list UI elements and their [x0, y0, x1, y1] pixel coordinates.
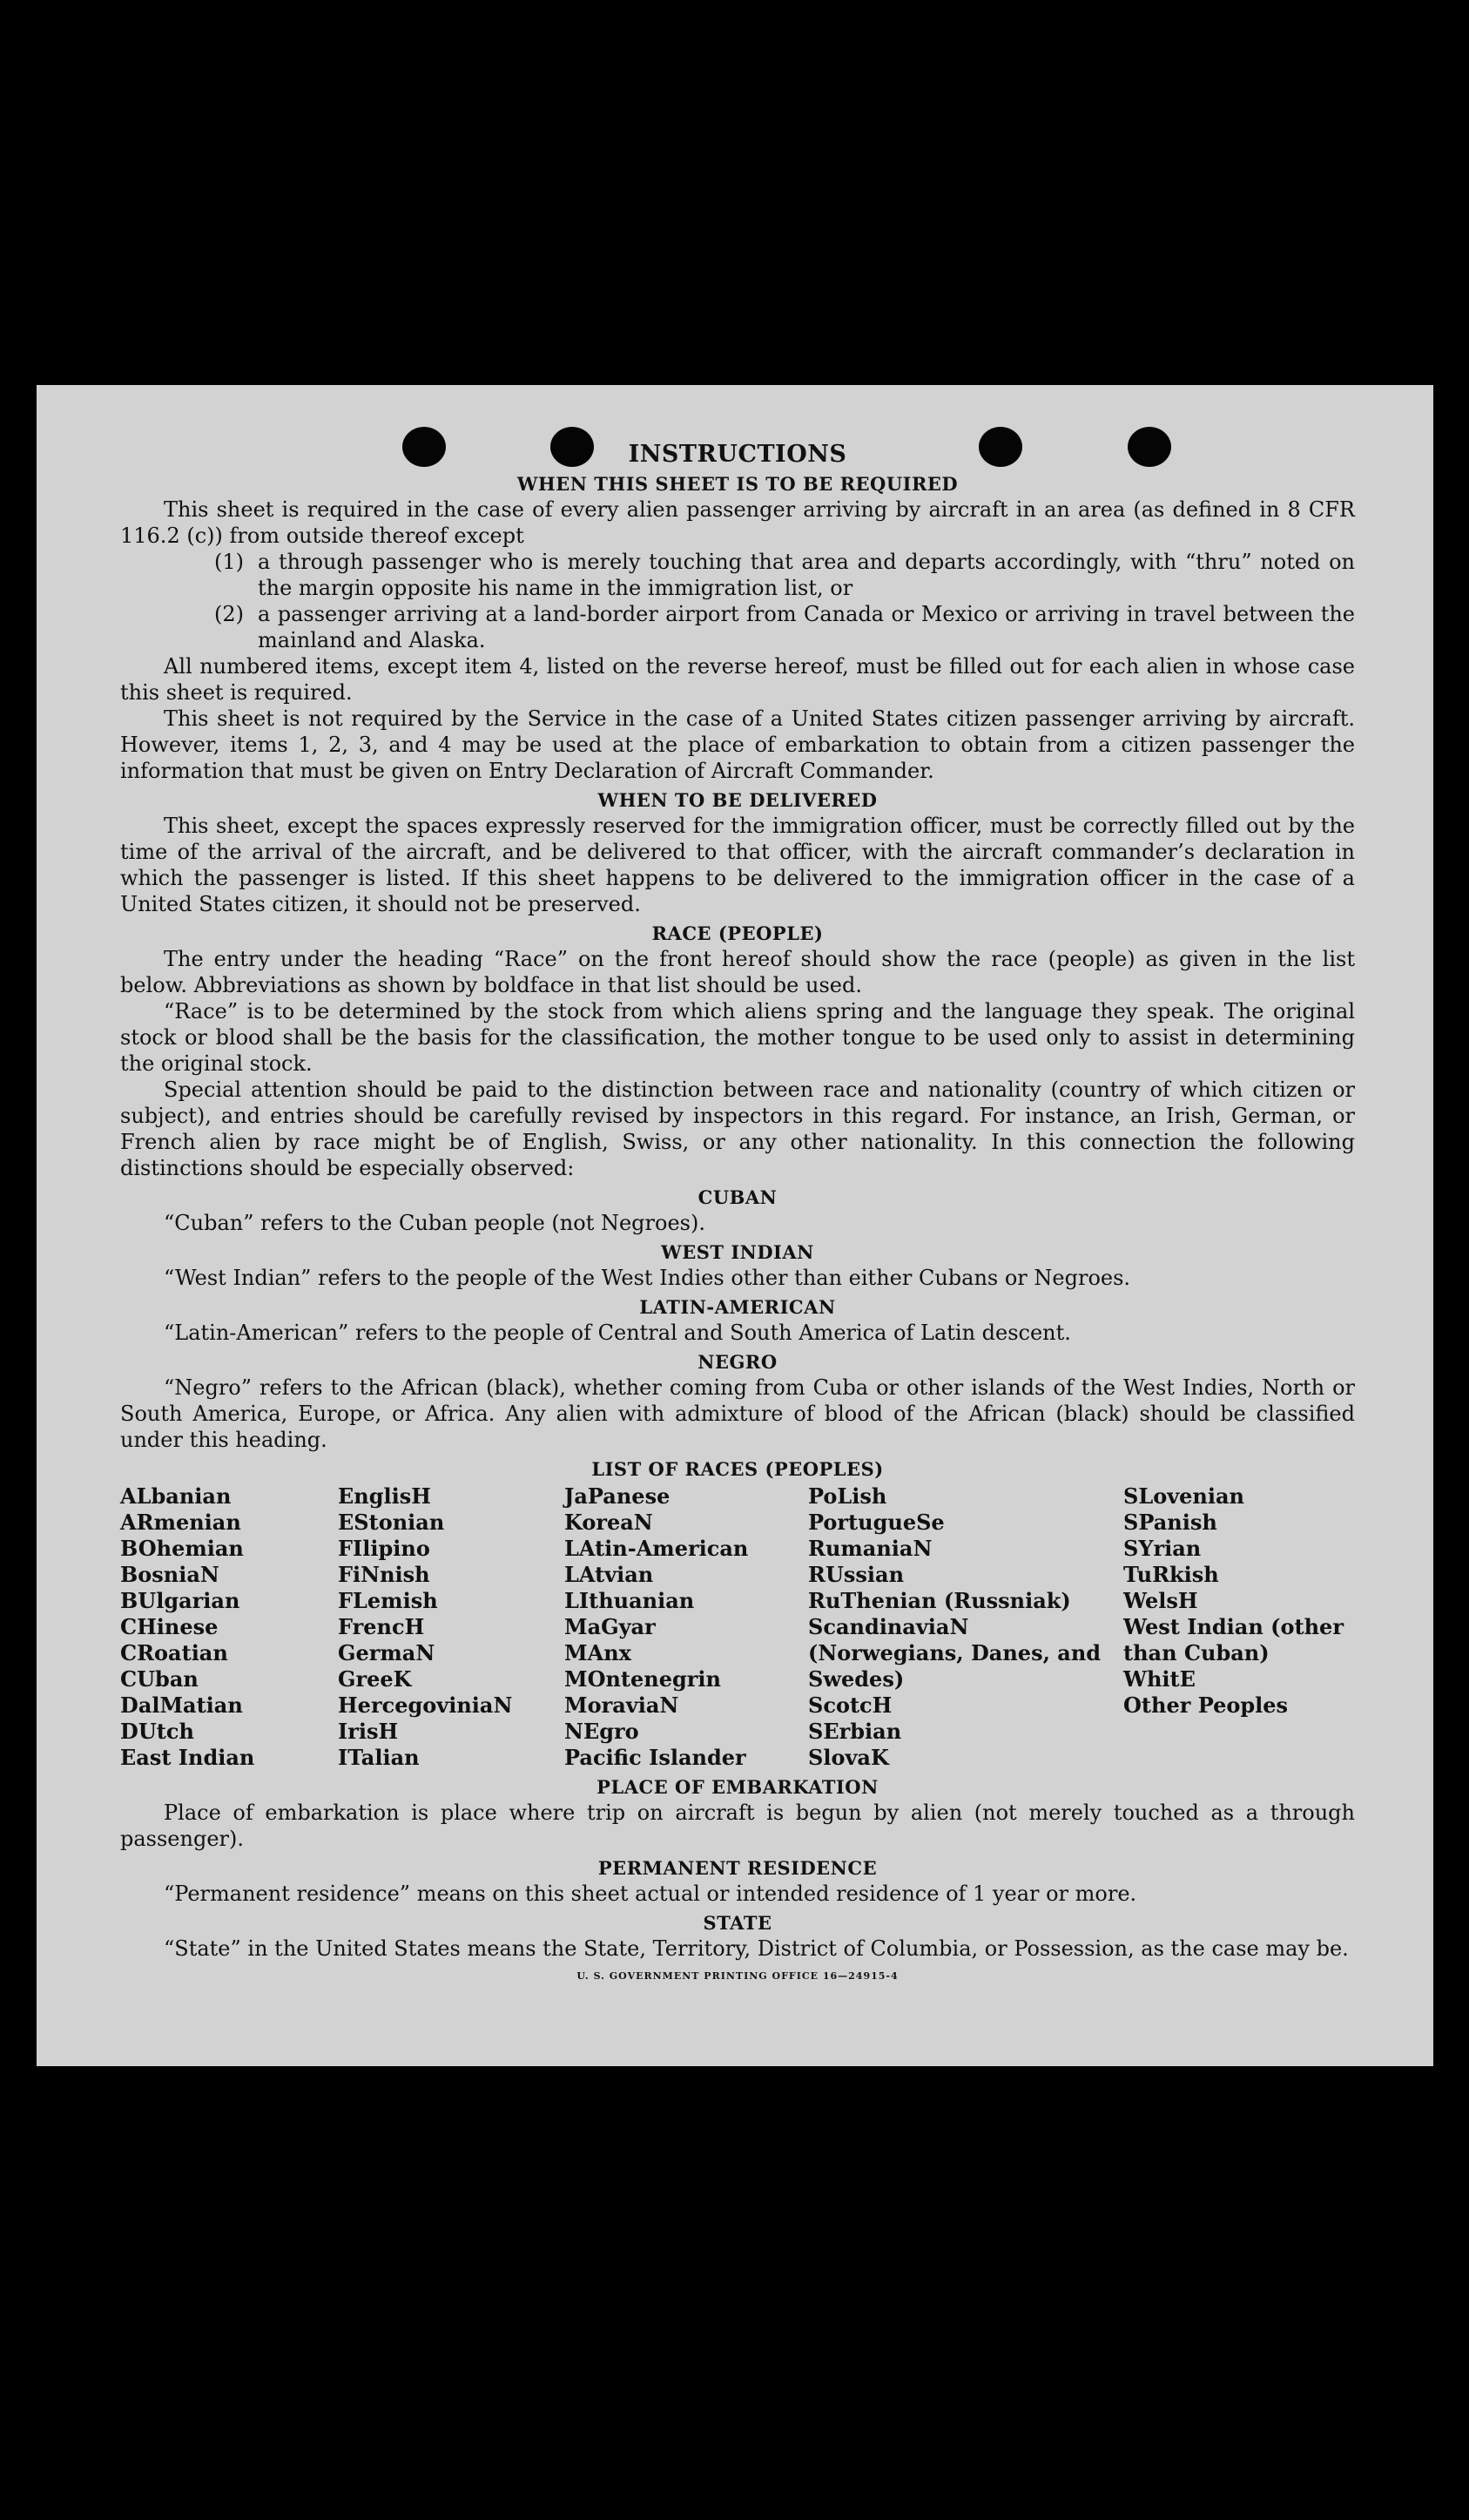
race-entry: CHinese: [120, 1614, 219, 1639]
heading-west-indian: WEST INDIAN: [661, 1241, 814, 1263]
race-entry: GreeK: [338, 1666, 412, 1692]
paragraph: This sheet is required in the case of every alien passenger arriving by aircraft in an area (as defined in 8 CFR 116.2 (c)) from outside thereof except: [120, 497, 1355, 548]
race-entry: ARmenian: [120, 1510, 241, 1535]
race-entry: SPanish: [1123, 1510, 1217, 1535]
paragraph: All numbered items, except item 4, listed on the reverse hereof, must be filled out for each alien in whose case this sheet is required.: [120, 654, 1355, 705]
item-text: a passenger arriving at a land-border airport from Canada or Mexico or arriving in travel between the mainland and Alaska.: [258, 602, 1355, 652]
race-entry: WelsH: [1123, 1588, 1198, 1613]
race-entry: FLemish: [338, 1588, 438, 1613]
race-entry: RuThenian (Russniak): [808, 1588, 1071, 1613]
race-entry: LIthuanian: [564, 1588, 695, 1613]
race-column: [1123, 1483, 1355, 1771]
paragraph: “State” in the United States means the State, Territory, District of Columbia, or Possession, as the case may be.: [164, 1936, 1349, 1961]
race-entry: PortugueSe: [808, 1510, 945, 1535]
race-entry: HercegoviniaN: [338, 1692, 513, 1718]
race-entry: SlovaK: [808, 1745, 889, 1770]
race-entry: FIlipino: [338, 1536, 430, 1561]
race-entry: MoraviaN: [564, 1692, 679, 1718]
race-entry: NEgro: [564, 1719, 639, 1744]
race-entry: EnglisH: [338, 1483, 431, 1509]
race-column: [564, 1483, 808, 1771]
race-column: [808, 1483, 1123, 1771]
heading-place-of-embarkation: PLACE OF EMBARKATION: [596, 1776, 879, 1798]
page-title: INSTRUCTIONS: [628, 441, 847, 468]
paragraph: This sheet is not required by the Service in the case of a United States citizen passenger arriving by aircraft. However, items 1, 2, 3, and 4 may be used at the place of embarkation to obtain from a citizen passenger the information that must be given on Entry Declaration of Aircraft Commander.: [120, 706, 1355, 783]
heading-state: STATE: [703, 1912, 772, 1934]
race-entry: ScandinaviaN (Norwegians, Danes, and Swedes): [808, 1614, 1102, 1692]
race-entry: KoreaN: [564, 1510, 653, 1535]
heading-when-required: WHEN THIS SHEET IS TO BE REQUIRED: [516, 473, 959, 495]
race-column: [120, 1483, 338, 1771]
item-number: (2): [214, 602, 244, 626]
race-entry: LAtvian: [564, 1562, 654, 1587]
race-entry: SLovenian: [1123, 1483, 1244, 1509]
race-entry: EStonian: [338, 1510, 445, 1535]
race-entry: DUtch: [120, 1719, 194, 1744]
list-item: [214, 549, 1355, 601]
printing-office-footer: U. S. GOVERNMENT PRINTING OFFICE 16—24915-4: [576, 1970, 899, 1982]
race-entry: BOhemian: [120, 1536, 244, 1561]
race-entry: WhitE: [1123, 1666, 1196, 1692]
punch-hole: [402, 427, 446, 467]
paragraph: “Cuban” refers to the Cuban people (not Negroes).: [164, 1211, 705, 1235]
instruction-sheet: [37, 385, 1433, 2066]
race-entry: MOntenegrin: [564, 1666, 721, 1692]
race-entry: West Indian (other than Cuban): [1123, 1614, 1344, 1665]
race-entry: FiNnish: [338, 1562, 430, 1587]
race-entry: SErbian: [808, 1719, 902, 1744]
race-entry: BosniaN: [120, 1562, 219, 1587]
race-entry: MaGyar: [564, 1614, 656, 1639]
race-entry: MAnx: [564, 1640, 631, 1665]
paragraph: Place of embarkation is place where trip on aircraft is begun by alien (not merely touched as a through passenger).: [120, 1800, 1355, 1851]
punch-hole: [979, 427, 1022, 467]
paragraph: “Negro” refers to the African (black), whether coming from Cuba or other islands of the West Indies, North or South America, Europe, or Africa. Any alien with admixture of blood of the African (black) should be classified under this heading.: [120, 1375, 1355, 1452]
race-entry: TuRkish: [1123, 1562, 1219, 1587]
race-column: [338, 1483, 564, 1771]
race-entry: Other Peoples: [1123, 1692, 1289, 1718]
race-entry: ITalian: [338, 1745, 420, 1770]
punch-hole: [1128, 427, 1171, 467]
item-number: (1): [214, 550, 244, 574]
punch-hole: [550, 427, 594, 467]
heading-when-delivered: WHEN TO BE DELIVERED: [597, 789, 878, 811]
race-entry: CUban: [120, 1666, 199, 1692]
heading-cuban: CUBAN: [697, 1186, 778, 1208]
race-list: [120, 1483, 1355, 1771]
race-entry: GermaN: [338, 1640, 435, 1665]
paragraph: “Latin-American” refers to the people of Central and South America of Latin descent.: [164, 1321, 1071, 1345]
race-entry: ALbanian: [120, 1483, 232, 1509]
heading-list-of-races: LIST OF RACES (PEOPLES): [591, 1458, 884, 1480]
race-entry: Pacific Islander: [564, 1745, 746, 1770]
race-entry: CRoatian: [120, 1640, 228, 1665]
heading-negro: NEGRO: [697, 1351, 778, 1373]
race-entry: LAtin-American: [564, 1536, 749, 1561]
race-entry: JaPanese: [564, 1483, 670, 1509]
heading-permanent-residence: PERMANENT RESIDENCE: [597, 1857, 878, 1879]
paragraph: “Race” is to be determined by the stock from which aliens spring and the language they speak. The original stock or blood shall be the basis for the classification, the mother tongue to be used only to assist in determining the original stock.: [120, 999, 1355, 1076]
race-entry: PoLish: [808, 1483, 887, 1509]
list-item: [214, 601, 1355, 653]
race-entry: DalMatian: [120, 1692, 243, 1718]
item-text: a through passenger who is merely touching that area and departs accordingly, with “thru” noted on the margin opposite his name in the immigration list, or: [258, 550, 1355, 600]
heading-race: RACE (PEOPLE): [651, 922, 824, 944]
race-entry: RUssian: [808, 1562, 905, 1587]
race-entry: SYrian: [1123, 1536, 1202, 1561]
paragraph: This sheet, except the spaces expressly reserved for the immigration officer, must be correctly filled out by the time of the arrival of the aircraft, and be delivered to that officer, with the aircraft commander’s declaration in which the passenger is listed. If this sheet happens to be delivered to the immigration officer in the case of a United States citizen, it should not be preserved.: [120, 814, 1355, 916]
paragraph: Special attention should be paid to the distinction between race and nationality (country of which citizen or subject), and entries should be carefully revised by inspectors in this regard. For instance, an Irish, German, or French alien by race might be of English, Swiss, or any other nationality. In this connection the following distinctions should be especially observed:: [120, 1078, 1355, 1180]
paragraph: “Permanent residence” means on this sheet actual or intended residence of 1 year or more.: [164, 1882, 1137, 1906]
race-entry: BUlgarian: [120, 1588, 240, 1613]
paragraph: “West Indian” refers to the people of the West Indies other than either Cubans or Negroes.: [164, 1266, 1131, 1290]
paragraph: The entry under the heading “Race” on the front hereof should show the race (people) as given in the list below. Abbreviations as shown by boldface in that list should be used.: [120, 947, 1355, 997]
race-entry: RumaniaN: [808, 1536, 933, 1561]
race-entry: ScotcH: [808, 1692, 893, 1718]
race-entry: FrencH: [338, 1614, 425, 1639]
race-entry: East Indian: [120, 1745, 255, 1770]
heading-latin-american: LATIN-AMERICAN: [639, 1296, 836, 1318]
race-entry: IrisH: [338, 1719, 399, 1744]
